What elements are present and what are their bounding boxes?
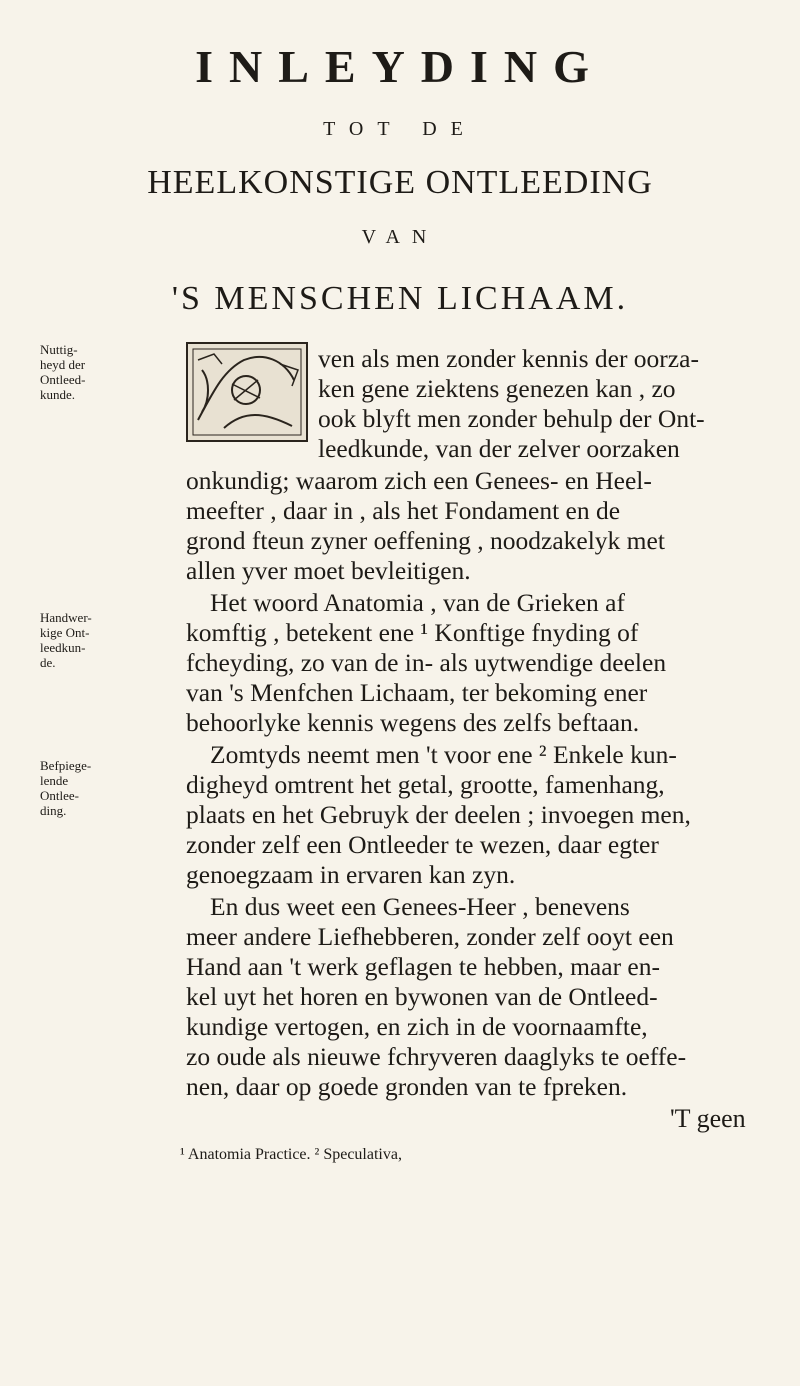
- text-line: grond fteun zyner oeffening , noodzakelyk met: [186, 526, 665, 555]
- margin-note-befpiegelende: Befpiege- lende Ontlee- ding.: [40, 758, 92, 818]
- text-line: behoorlyke kennis wegens des zelfs beftaan.: [186, 708, 640, 737]
- margin-note-nuttigheyd: Nuttig- heyd der Ontleed- kunde.: [40, 342, 86, 402]
- text-line: genoegzaam in ervaren kan zyn.: [186, 860, 516, 889]
- text-line: plaats en het Gebruyk der deelen ; invoegen men,: [186, 800, 691, 829]
- title-heelkonstige: HEELKONSTIGE ONTLEEDING: [147, 164, 653, 201]
- text-line: ven als men zonder kennis der oorza-: [318, 344, 699, 373]
- text-line: kundige vertogen, en zich in de voornaamfte,: [186, 1012, 648, 1041]
- text-line: Zomtyds neemt men 't voor ene ² Enkele kun-: [210, 740, 677, 769]
- title-menschen-lichaam: 'S MENSCHEN LICHAAM.: [171, 280, 629, 317]
- text-line: allen yver moet bevleitigen.: [186, 556, 471, 585]
- title-inleyding: INLEYDING: [195, 41, 605, 92]
- text-line: kel uyt het horen en bywonen van de Ontleed-: [186, 982, 658, 1011]
- text-line: zonder zelf een Ontleeder te wezen, daar egter: [186, 830, 659, 859]
- text-line: leedkunde, van der zelver oorzaken: [318, 434, 680, 463]
- text-line: zo oude als nieuwe fchryveren daaglyks te oeffe-: [186, 1042, 687, 1071]
- text-line: fcheyding, zo van de in- als uytwendige deelen: [186, 648, 667, 677]
- margin-note-handwerkige: Handwer- kige Ont- leedkun- de.: [40, 610, 92, 670]
- text-line: meefter , daar in , als het Fondament en de: [186, 496, 621, 525]
- title-van: VAN: [361, 226, 439, 248]
- catchword: 'T geen: [670, 1104, 746, 1133]
- text-line: En dus weet een Genees-Heer , benevens: [210, 892, 630, 921]
- text-line: nen, daar op goede gronden van te fpreken.: [186, 1072, 628, 1101]
- text-line: komftig , betekent ene ¹ Konftige fnyding of: [186, 618, 639, 647]
- text-line: Hand aan 't werk geflagen te hebben, maar en-: [186, 952, 660, 981]
- text-line: onkundig; waarom zich een Genees- en Heel-: [186, 466, 652, 495]
- text-line: meer andere Liefhebberen, zonder zelf ooyt een: [186, 922, 674, 951]
- footnote: ¹ Anatomia Practice. ² Speculativa,: [180, 1146, 402, 1163]
- text-line: Het woord Anatomia , van de Grieken af: [210, 588, 625, 617]
- text-line: ook blyft men zonder behulp der Ont-: [318, 404, 705, 433]
- text-line: van 's Menfchen Lichaam, ter bekoming ener: [186, 678, 648, 707]
- title-tot-de: TOT DE: [323, 118, 477, 140]
- text-line: digheyd omtrent het getal, grootte, famenhang,: [186, 770, 665, 799]
- text-line: ken gene ziektens genezen kan , zo: [318, 374, 676, 403]
